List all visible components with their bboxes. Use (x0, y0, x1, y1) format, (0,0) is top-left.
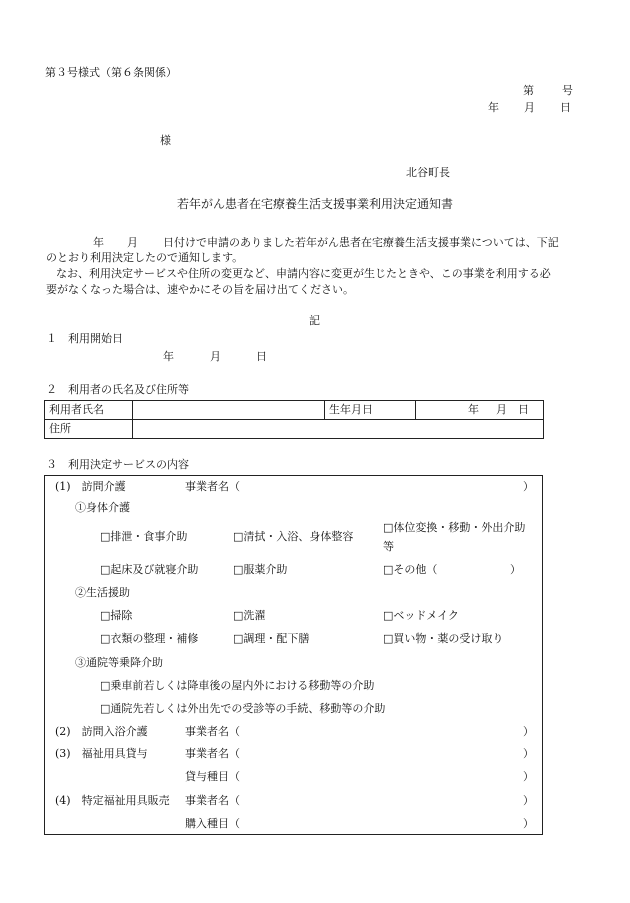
service-4-purchase-item-close: ） (523, 817, 534, 830)
checkbox-irui[interactable]: □衣類の整理・補修 (100, 632, 199, 645)
body-paragraph-1-line-1: 日付けで申請のありました若年がん患者在宅療養生活支援事業については、下記 (163, 236, 559, 249)
service-3-provider-close: ） (523, 747, 534, 760)
checkbox-sonota[interactable]: □その他（ (383, 563, 438, 576)
table-row (45, 401, 544, 420)
body-paragraph-2-line-2: 要がなくなった場合は、速やかにその旨を届け出てください。 (46, 283, 354, 296)
birth-month: 月 (496, 403, 507, 416)
doc-number-go: 号 (562, 84, 573, 97)
checkbox-haisetsu[interactable]: □排泄・食事介助 (100, 530, 188, 543)
birth-year: 年 (468, 403, 479, 416)
form-number: 第３号様式（第６条関係） (45, 66, 177, 79)
checkbox-taii-henkan-cont: 等 (383, 540, 394, 553)
addressee-sama: 様 (160, 134, 171, 147)
start-date-year: 年 (163, 350, 174, 363)
service-2-label: (2) 訪問入浴介護 (55, 725, 148, 738)
sonota-close: ） (510, 563, 521, 576)
birth-day: 日 (518, 403, 529, 416)
sender-name: 北谷町長 (406, 166, 450, 179)
table-row (45, 420, 544, 439)
service-1-provider-label: 事業者名（ (185, 480, 240, 493)
tsuin-jokou-heading: ③通院等乗降介助 (75, 656, 163, 669)
address-field[interactable] (133, 420, 544, 439)
checkbox-fukuyaku[interactable]: □服薬介助 (233, 563, 288, 576)
checkbox-tsuinsaki[interactable]: □通院先若しくは外出先での受診等の手続、移動等の介助 (100, 702, 386, 715)
checkbox-chori[interactable]: □調理・配下膳 (233, 632, 310, 645)
user-name-field[interactable] (133, 401, 325, 420)
body-paragraph-2-line-1: なお、利用決定サービスや住所の変更など、申請内容に変更が生じたときや、この事業を利用する必 (56, 267, 551, 280)
header-date-month: 月 (524, 101, 535, 114)
header-date-day: 日 (560, 101, 571, 114)
checkbox-seishiki[interactable]: □清拭・入浴、身体整容 (233, 530, 354, 543)
checkbox-soji[interactable]: □掃除 (100, 609, 133, 622)
service-4-provider-label: 事業者名（ (185, 794, 240, 807)
service-3-rental-item-close: ） (523, 770, 534, 783)
section-3-heading: ３ 利用決定サービスの内容 (46, 458, 189, 471)
checkbox-sentaku[interactable]: □洗濯 (233, 609, 266, 622)
seikatsu-enjo-heading: ②生活援助 (75, 586, 130, 599)
service-3-label: (3) 福祉用具貸与 (55, 747, 148, 760)
ki-marker: 記 (309, 314, 320, 327)
service-4-provider-close: ） (523, 794, 534, 807)
body-month: 月 (127, 236, 138, 249)
user-name-label: 利用者氏名 (45, 401, 133, 420)
body-year: 年 (93, 236, 104, 249)
doc-number-dai: 第 (523, 84, 534, 97)
service-1-label: (1) 訪問介護 (55, 480, 126, 493)
service-2-provider-close: ） (523, 725, 534, 738)
section-2-heading: ２ 利用者の氏名及び住所等 (46, 383, 189, 396)
checkbox-kaimono[interactable]: □買い物・薬の受け取り (383, 632, 504, 645)
service-4-purchase-item-label: 購入種目（ (185, 817, 240, 830)
checkbox-taii-henkan[interactable]: □体位変換・移動・外出介助 (383, 521, 526, 534)
address-label: 住所 (45, 420, 133, 439)
birth-date-field[interactable] (416, 401, 544, 420)
start-date-day: 日 (256, 350, 267, 363)
shintai-kaigo-heading: ①身体介護 (75, 501, 130, 514)
checkbox-josha[interactable]: □乗車前若しくは降車後の屋内外における移動等の介助 (100, 679, 375, 692)
section-1-heading: １ 利用開始日 (46, 332, 123, 345)
header-date-year: 年 (488, 101, 499, 114)
body-paragraph-1-line-2: のとおり利用決定したので通知します。 (46, 251, 244, 264)
start-date-month: 月 (210, 350, 221, 363)
checkbox-kisho[interactable]: □起床及び就寝介助 (100, 563, 199, 576)
birth-date-label: 生年月日 (325, 401, 416, 420)
checkbox-bed-make[interactable]: □ベッドメイク (383, 609, 459, 622)
user-info-table (44, 400, 544, 439)
service-2-provider-label: 事業者名（ (185, 725, 240, 738)
service-4-label: (4) 特定福祉用具販売 (55, 794, 170, 807)
service-3-rental-item-label: 貸与種目（ (185, 770, 240, 783)
document-title: 若年がん患者在宅療養生活支援事業利用決定通知書 (176, 197, 453, 211)
service-3-provider-label: 事業者名（ (185, 747, 240, 760)
service-1-provider-close: ） (523, 480, 534, 493)
